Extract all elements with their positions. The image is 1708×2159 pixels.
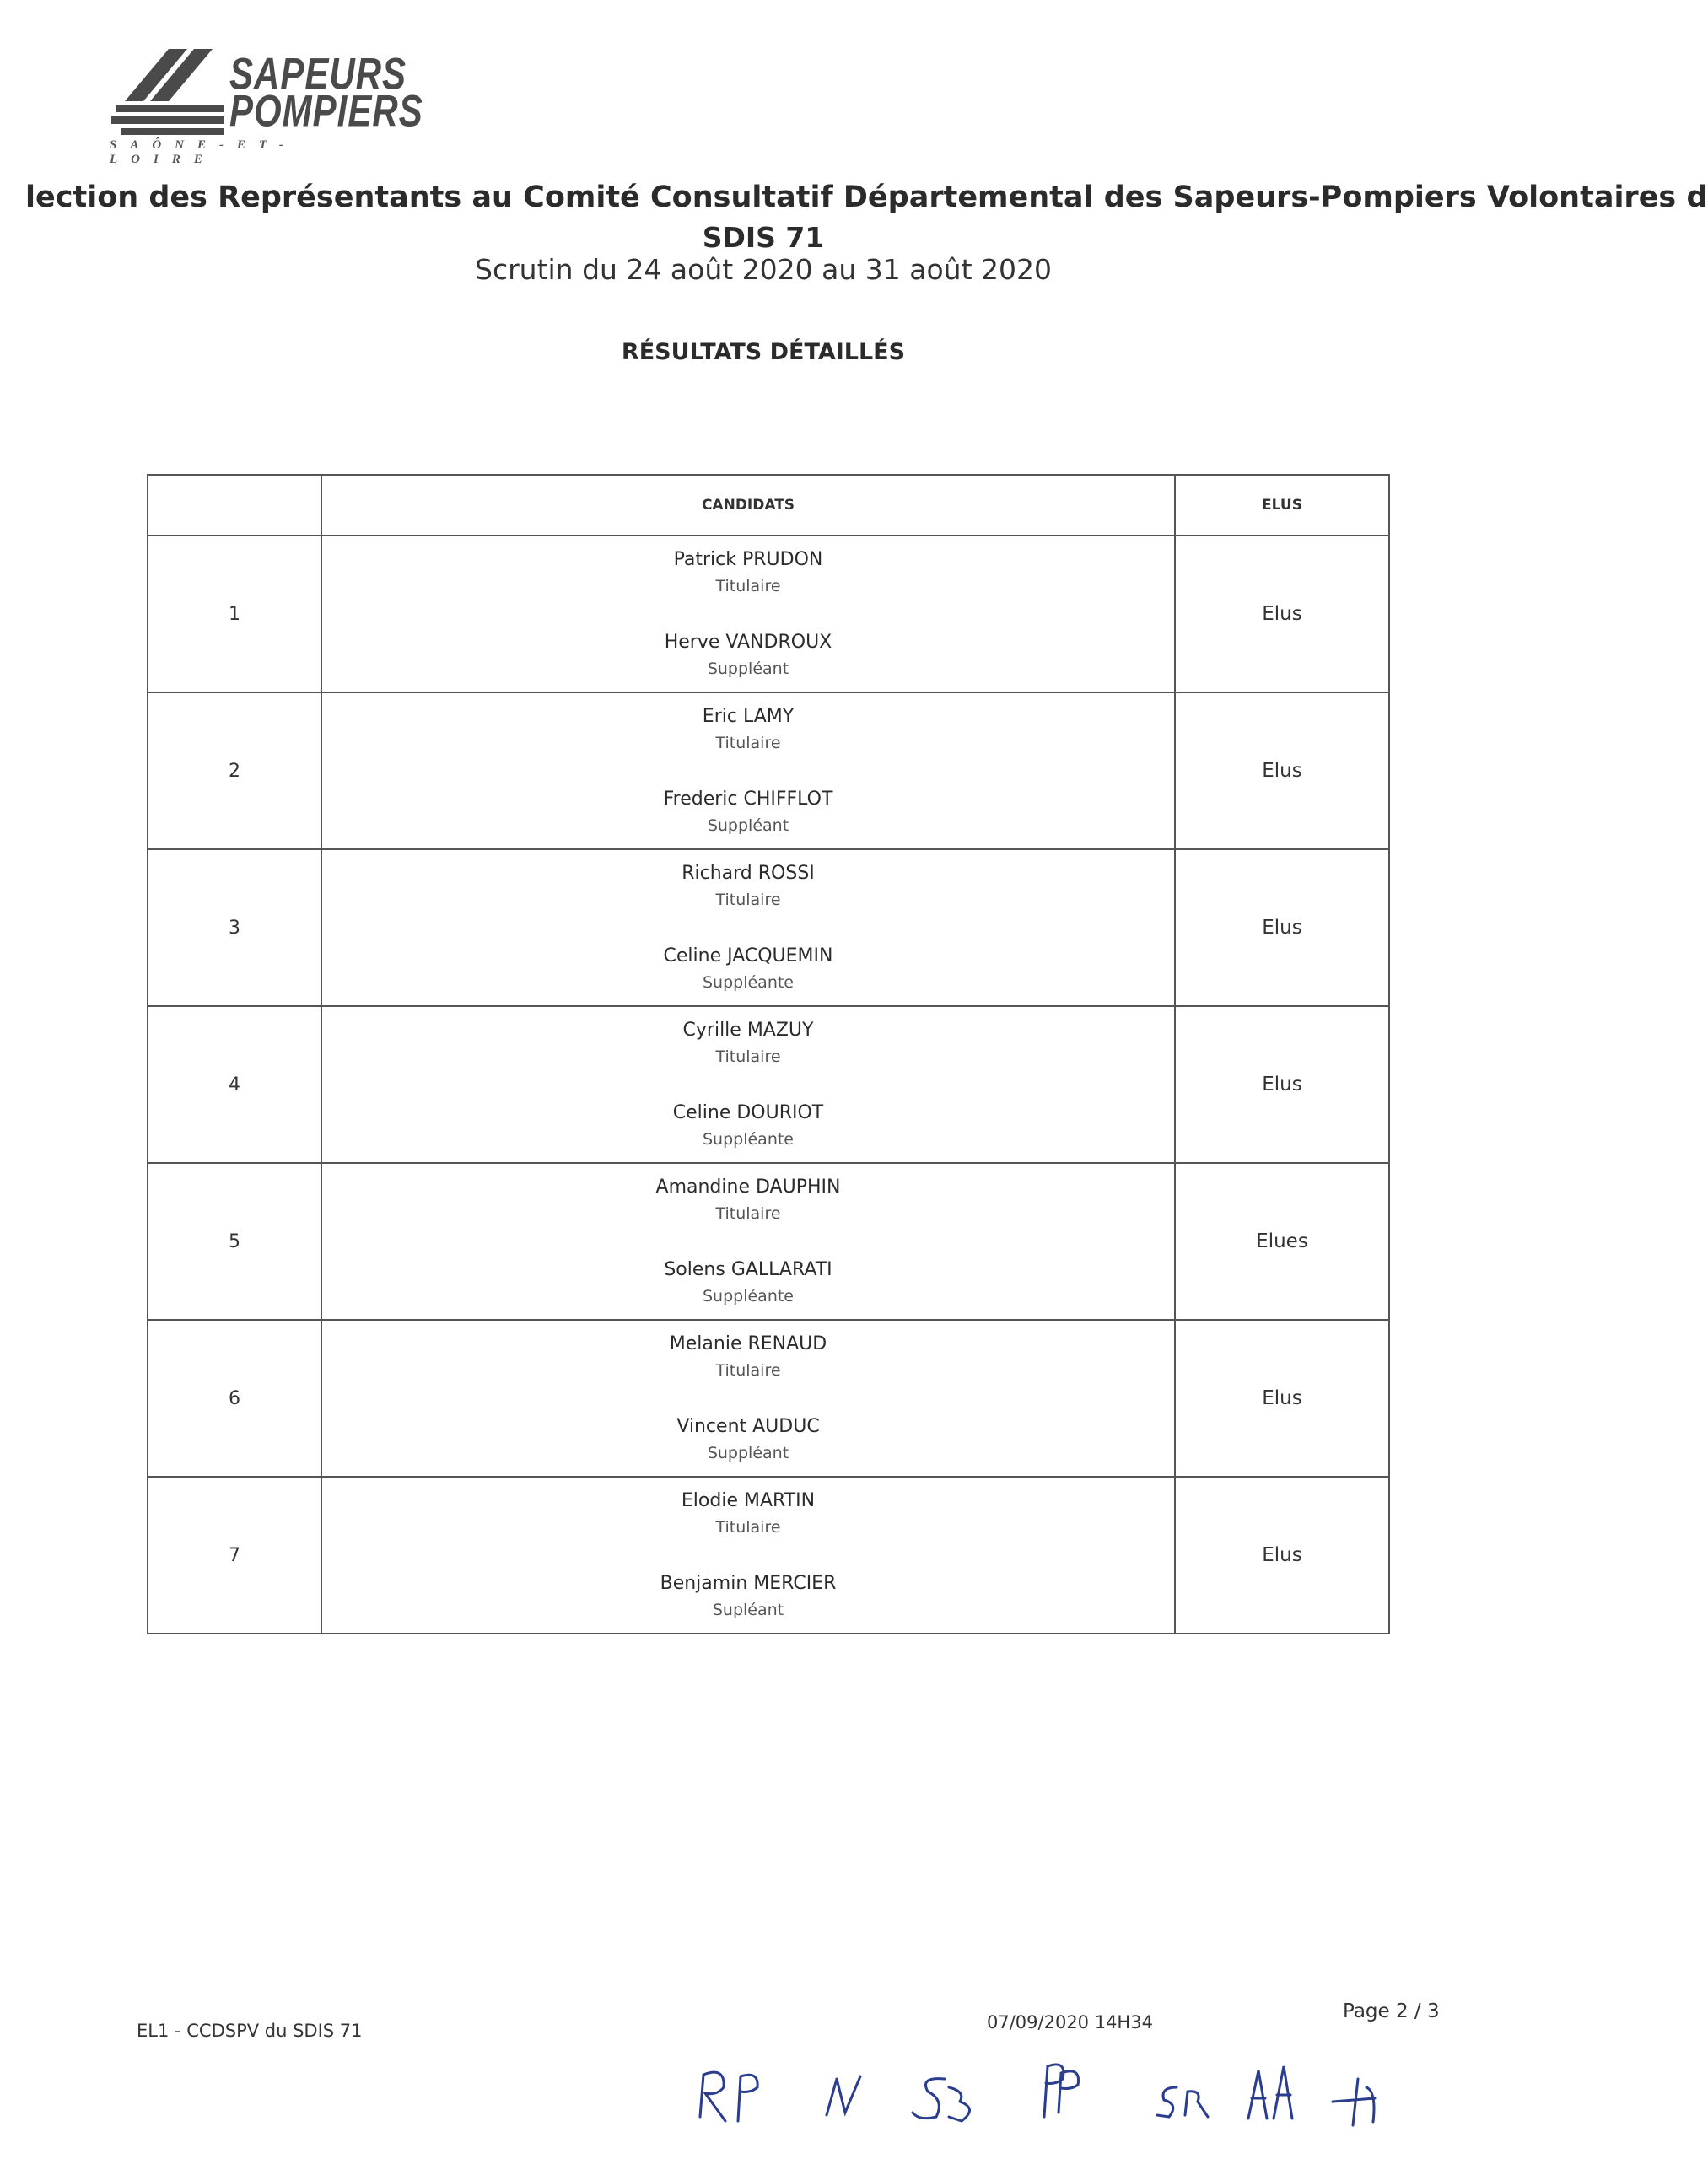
candidates-cell: [321, 1163, 1175, 1320]
spacer: [322, 1226, 1174, 1257]
logo: [110, 49, 423, 166]
suppleant-role: Suppléant: [707, 660, 789, 678]
list-number: 1: [148, 536, 321, 692]
list-number: 4: [148, 1006, 321, 1163]
suppleant-role: Suppléante: [702, 1287, 795, 1306]
elus-status: Elus: [1175, 1477, 1389, 1634]
titulaire-role: Titulaire: [715, 1047, 781, 1066]
spacer: [322, 756, 1174, 786]
suppleant-name: Solens GALLARATI: [664, 1259, 832, 1280]
titulaire-role: Titulaire: [715, 577, 781, 595]
suppleant-role: Suppléante: [702, 1130, 795, 1149]
candidates-cell: [321, 1320, 1175, 1477]
sdis-title: SDIS 71: [702, 221, 825, 254]
titulaire-role: Titulaire: [715, 734, 781, 752]
table-row: [148, 1163, 1389, 1320]
candidates-cell: [321, 536, 1175, 692]
candidates-cell: [321, 849, 1175, 1006]
candidates-cell: [321, 1006, 1175, 1163]
spacer: [322, 913, 1174, 943]
titulaire-role: Titulaire: [715, 1518, 781, 1537]
list-number: 6: [148, 1320, 321, 1477]
candidates-cell: [321, 1477, 1175, 1634]
titulaire-name: Elodie MARTIN: [681, 1490, 816, 1511]
titulaire-name: Richard ROSSI: [682, 863, 815, 884]
footer-page-number: Page 2 / 3: [1343, 2000, 1440, 2022]
table-row: [148, 536, 1389, 692]
titulaire-name: Eric LAMY: [702, 706, 795, 727]
titulaire-role: Titulaire: [715, 891, 781, 909]
scrutin-dates: Scrutin du 24 août 2020 au 31 août 2020: [475, 253, 1052, 286]
table-header-row: [148, 475, 1389, 536]
header-number-cell: [148, 475, 321, 536]
suppleant-name: Herve VANDROUX: [664, 632, 832, 653]
document-title-wrap: [0, 177, 1708, 219]
spacer: [322, 1383, 1174, 1413]
suppleant-name: Celine JACQUEMIN: [663, 945, 833, 966]
results-body: [148, 536, 1389, 1634]
suppleant-name: Vincent AUDUC: [676, 1416, 820, 1437]
table-row: [148, 1006, 1389, 1163]
elus-status: Elus: [1175, 849, 1389, 1006]
titulaire-role: Titulaire: [715, 1361, 781, 1380]
spacer: [322, 1069, 1174, 1100]
titulaire-role: Titulaire: [715, 1204, 781, 1223]
spacer: [322, 1540, 1174, 1570]
document-title: lection des Représentants au Comité Consultatif Départemental des Sapeurs-Pompiers Volontaires d: [25, 180, 1708, 214]
titulaire-name: Cyrille MAZUY: [682, 1020, 814, 1041]
titulaire-name: Amandine DAUPHIN: [655, 1176, 841, 1198]
results-table: [147, 474, 1390, 1634]
list-number: 7: [148, 1477, 321, 1634]
suppleant-role: Suppléant: [707, 816, 789, 835]
list-number: 2: [148, 692, 321, 849]
elus-status: Elues: [1175, 1163, 1389, 1320]
section-heading: RÉSULTATS DÉTAILLÉS: [621, 339, 906, 365]
header-elus: ELUS: [1175, 475, 1389, 536]
table-row: [148, 1320, 1389, 1477]
logo-word-sapeurs: SAPEURS: [229, 49, 407, 99]
logo-emblem-icon: [110, 49, 228, 137]
suppleant-name: Celine DOURIOT: [672, 1102, 824, 1123]
candidates-cell: [321, 692, 1175, 849]
suppleant-role: Suppléante: [702, 973, 795, 992]
list-number: 5: [148, 1163, 321, 1320]
titulaire-name: Melanie RENAUD: [669, 1333, 827, 1354]
elus-status: Elus: [1175, 536, 1389, 692]
table-row: [148, 692, 1389, 849]
footer-reference: EL1 - CCDSPV du SDIS 71: [137, 2021, 363, 2041]
suppleant-name: Frederic CHIFFLOT: [663, 789, 833, 810]
header-candidats: CANDIDATS: [321, 475, 1175, 536]
elus-status: Elus: [1175, 692, 1389, 849]
list-number: 3: [148, 849, 321, 1006]
suppleant-name: Benjamin MERCIER: [660, 1573, 837, 1594]
logo-subtitle: SAÔNE-ET-LOIRE: [110, 138, 297, 166]
table-row: [148, 849, 1389, 1006]
handwritten-initials-signature: [692, 2041, 1417, 2142]
elus-status: Elus: [1175, 1006, 1389, 1163]
table-row: [148, 1477, 1389, 1634]
elus-status: Elus: [1175, 1320, 1389, 1477]
suppleant-role: Supléant: [712, 1601, 784, 1619]
suppleant-role: Suppléant: [707, 1444, 789, 1462]
spacer: [322, 599, 1174, 629]
titulaire-name: Patrick PRUDON: [673, 549, 823, 570]
footer-date: 07/09/2020 14H34: [987, 2012, 1153, 2032]
logo-word-pompiers: POMPIERS: [229, 86, 423, 136]
